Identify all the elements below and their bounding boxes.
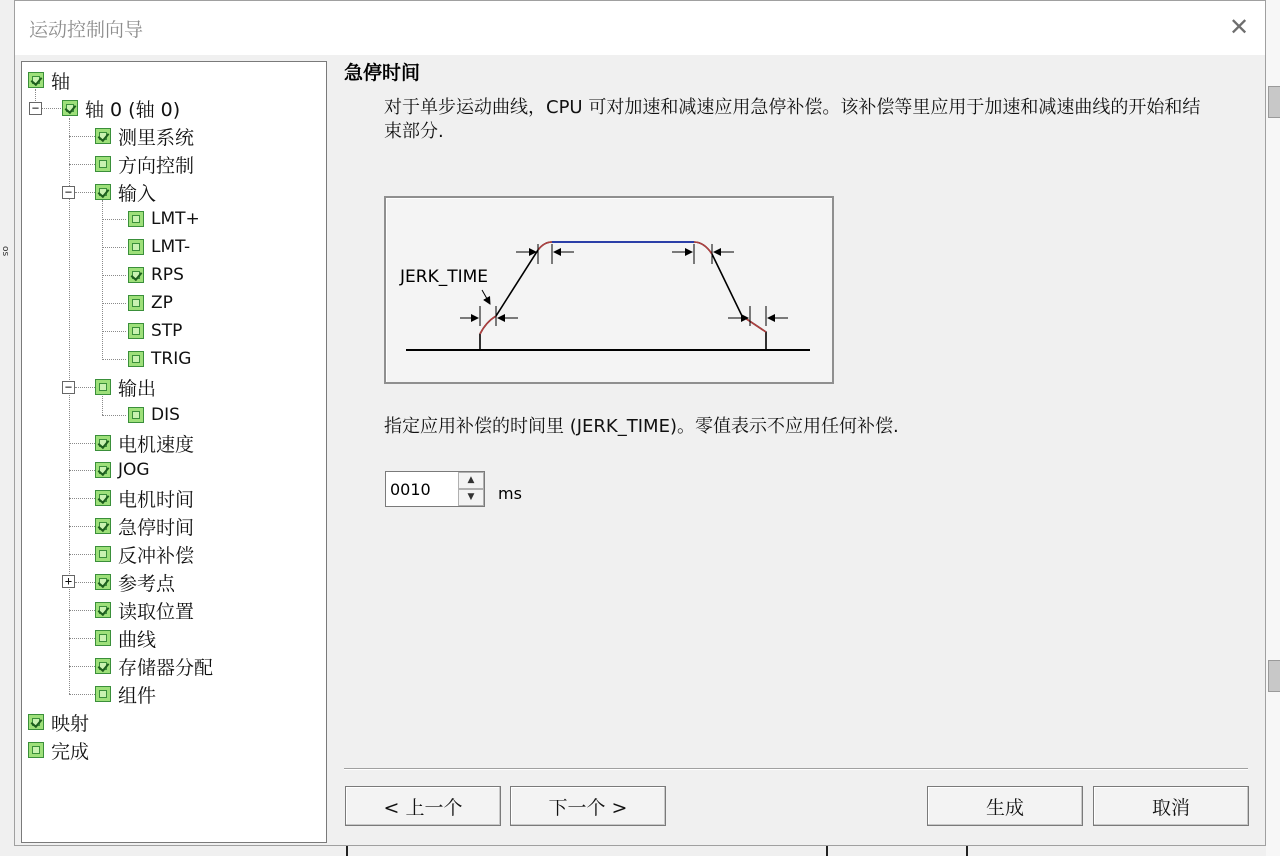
tree-item-label: 存储器分配: [118, 656, 214, 679]
tree-connector: [69, 164, 95, 165]
tree-item-label: 方向控制: [118, 154, 195, 177]
collapse-input-button[interactable]: −: [62, 186, 75, 199]
tree-item-label: 反冲补偿: [118, 544, 195, 567]
jerk-segment: [538, 242, 552, 250]
tree-item-label: LMT+: [151, 209, 200, 229]
jerk-segment: [480, 316, 496, 334]
accel-ramp: [480, 242, 552, 350]
tree-item-axis0[interactable]: [62, 96, 180, 120]
tree-connector: [69, 666, 95, 667]
tree-item-reference-point[interactable]: [95, 570, 175, 594]
tree-item-jerk-time[interactable]: [95, 514, 194, 538]
tree-item-lmt-minus[interactable]: [128, 235, 190, 259]
close-button[interactable]: [1223, 11, 1255, 43]
unchecked-icon: [128, 351, 144, 367]
tree-connector: [102, 415, 126, 416]
jerk-time-input[interactable]: [388, 474, 460, 504]
tree-item-jog[interactable]: [95, 458, 150, 482]
tree-item-label: DIS: [151, 405, 180, 425]
tree-item-mapping[interactable]: [28, 710, 89, 734]
collapse-output-button[interactable]: −: [62, 381, 75, 394]
tree-item-label: 完成: [51, 740, 90, 763]
check-icon: [95, 184, 111, 200]
chevron-down-icon: ▼: [467, 492, 475, 502]
page-description: 对于单步运动曲线，CPU 可对加速和减速应用急停补偿。该补偿等里应用于加速和减速曲线的开始和结束部分.: [384, 97, 1201, 142]
tree-item-component[interactable]: [95, 682, 156, 706]
tree-connector: [69, 526, 95, 527]
check-icon: [95, 462, 111, 478]
tree-item-zp[interactable]: [128, 291, 173, 315]
tree-item-label: 曲线: [118, 628, 157, 651]
tree-item-label: 输出: [118, 377, 157, 400]
check-icon: [95, 128, 111, 144]
check-icon: [95, 490, 111, 506]
tree-item-input[interactable]: [95, 180, 156, 204]
tree-item-label: LMT-: [151, 237, 191, 257]
jerk-time-diagram: [384, 196, 834, 384]
check-icon: [28, 714, 44, 730]
tree-connector: [69, 498, 95, 499]
tree-connector: [75, 387, 95, 388]
tree-item-measurement-system[interactable]: [95, 124, 194, 148]
check-icon: [128, 267, 144, 283]
unchecked-icon: [128, 239, 144, 255]
check-icon: [95, 602, 111, 618]
tree-item-stp[interactable]: [128, 319, 182, 343]
tree-connector: [75, 582, 95, 583]
next-button[interactable]: 下一个 >: [510, 786, 666, 826]
tree-connector: [69, 610, 95, 611]
background-tab: [1268, 660, 1280, 692]
check-icon: [28, 72, 44, 88]
tree-item-label: 电机速度: [118, 433, 195, 456]
tree-connector: [69, 118, 70, 694]
tree-connector: [102, 359, 126, 360]
tree-item-rps[interactable]: [128, 263, 184, 287]
previous-button[interactable]: < 上一个: [345, 786, 501, 826]
chevron-up-icon: ▲: [467, 475, 475, 485]
jerk-time-spinner: [385, 471, 485, 507]
unchecked-icon: [95, 156, 111, 172]
spin-down-button[interactable]: [458, 489, 484, 506]
tree-item-label: TRIG: [151, 349, 192, 369]
unchecked-icon: [128, 295, 144, 311]
jerk-time-note: 指定应用补偿的时间里 (JERK_TIME)。零值表示不应用任何补偿.: [384, 416, 899, 437]
tree-item-label: ZP: [151, 293, 173, 313]
unchecked-icon: [95, 546, 111, 562]
tree-item-label: 轴 0 (轴 0): [85, 98, 181, 121]
tree-item-lmt-plus[interactable]: [128, 207, 200, 231]
tree-item-label: RPS: [151, 265, 184, 285]
tree-connector: [102, 247, 126, 248]
unchecked-icon: [95, 686, 111, 702]
tree-item-backlash[interactable]: [95, 542, 194, 566]
unit-label: ms: [498, 484, 522, 503]
tree-connector: [69, 470, 95, 471]
tree-connector: [102, 275, 126, 276]
tree-item-label: 轴: [51, 70, 71, 93]
tree-connector: [75, 192, 95, 193]
page-title: 急停时间: [344, 62, 421, 84]
tree-connector: [69, 638, 95, 639]
tree-item-curve[interactable]: [95, 626, 156, 650]
tree-item-label: 参考点: [118, 572, 176, 595]
tree-item-label: 测里系统: [118, 126, 195, 149]
tree-connector: [69, 694, 95, 695]
tree-connector: [102, 219, 126, 220]
wizard-tree: [21, 61, 327, 843]
tree-item-output[interactable]: [95, 375, 156, 399]
tree-item-memory-allocation[interactable]: [95, 654, 213, 678]
spin-up-button[interactable]: [458, 472, 484, 489]
generate-button[interactable]: 生成: [927, 786, 1083, 826]
unchecked-icon: [128, 323, 144, 339]
unchecked-icon: [128, 211, 144, 227]
close-icon: ✕: [1228, 13, 1250, 41]
title-bar: [15, 1, 1265, 55]
tree-item-motor-time[interactable]: [95, 486, 194, 510]
tree-item-trig[interactable]: [128, 347, 191, 371]
cancel-button[interactable]: 取消: [1093, 786, 1249, 826]
tree-item-read-position[interactable]: [95, 598, 194, 622]
tree-item-label: 映射: [51, 712, 90, 735]
check-icon: [62, 100, 78, 116]
tree-item-label: 输入: [118, 182, 157, 205]
collapse-axis0-button[interactable]: −: [29, 102, 42, 115]
check-icon: [95, 435, 111, 451]
label-pointer: [482, 290, 490, 304]
tree-connector: [69, 136, 95, 137]
background-strip: [1266, 0, 1280, 856]
tree-item-direction-control[interactable]: [95, 152, 194, 176]
tree-item-label: JOG: [118, 460, 150, 480]
tree-connector: [102, 303, 126, 304]
check-icon: [95, 518, 111, 534]
background-label: os: [0, 246, 10, 257]
tree-connector: [69, 554, 95, 555]
velocity-profile-graphic: [386, 198, 832, 382]
unchecked-icon: [95, 379, 111, 395]
button-separator: [344, 768, 1248, 770]
tree-item-dis[interactable]: [128, 403, 180, 427]
tree-item-motor-speed[interactable]: [95, 431, 194, 455]
tree-connector: [102, 331, 126, 332]
jerk-segment: [694, 242, 712, 254]
tree-connector: [69, 443, 95, 444]
jerk-time-label: JERK_TIME: [400, 267, 489, 287]
expand-reference-button[interactable]: +: [62, 575, 75, 588]
tree-item-label: 电机时间: [118, 488, 195, 511]
check-icon: [95, 574, 111, 590]
tree-item-finish[interactable]: [28, 738, 89, 762]
unchecked-icon: [95, 630, 111, 646]
unchecked-icon: [128, 407, 144, 423]
tree-connector: [102, 200, 103, 360]
tree-item-axis[interactable]: [28, 68, 70, 92]
background-tab: [1268, 86, 1280, 118]
check-icon: [95, 658, 111, 674]
window-title: 运动控制向导: [29, 19, 144, 41]
tree-item-label: 组件: [118, 684, 157, 707]
decel-ramp: [694, 242, 766, 350]
tree-item-label: STP: [151, 321, 183, 341]
unchecked-icon: [28, 742, 44, 758]
tree-item-label: 急停时间: [118, 516, 195, 539]
tree-item-label: 读取位置: [118, 600, 195, 623]
